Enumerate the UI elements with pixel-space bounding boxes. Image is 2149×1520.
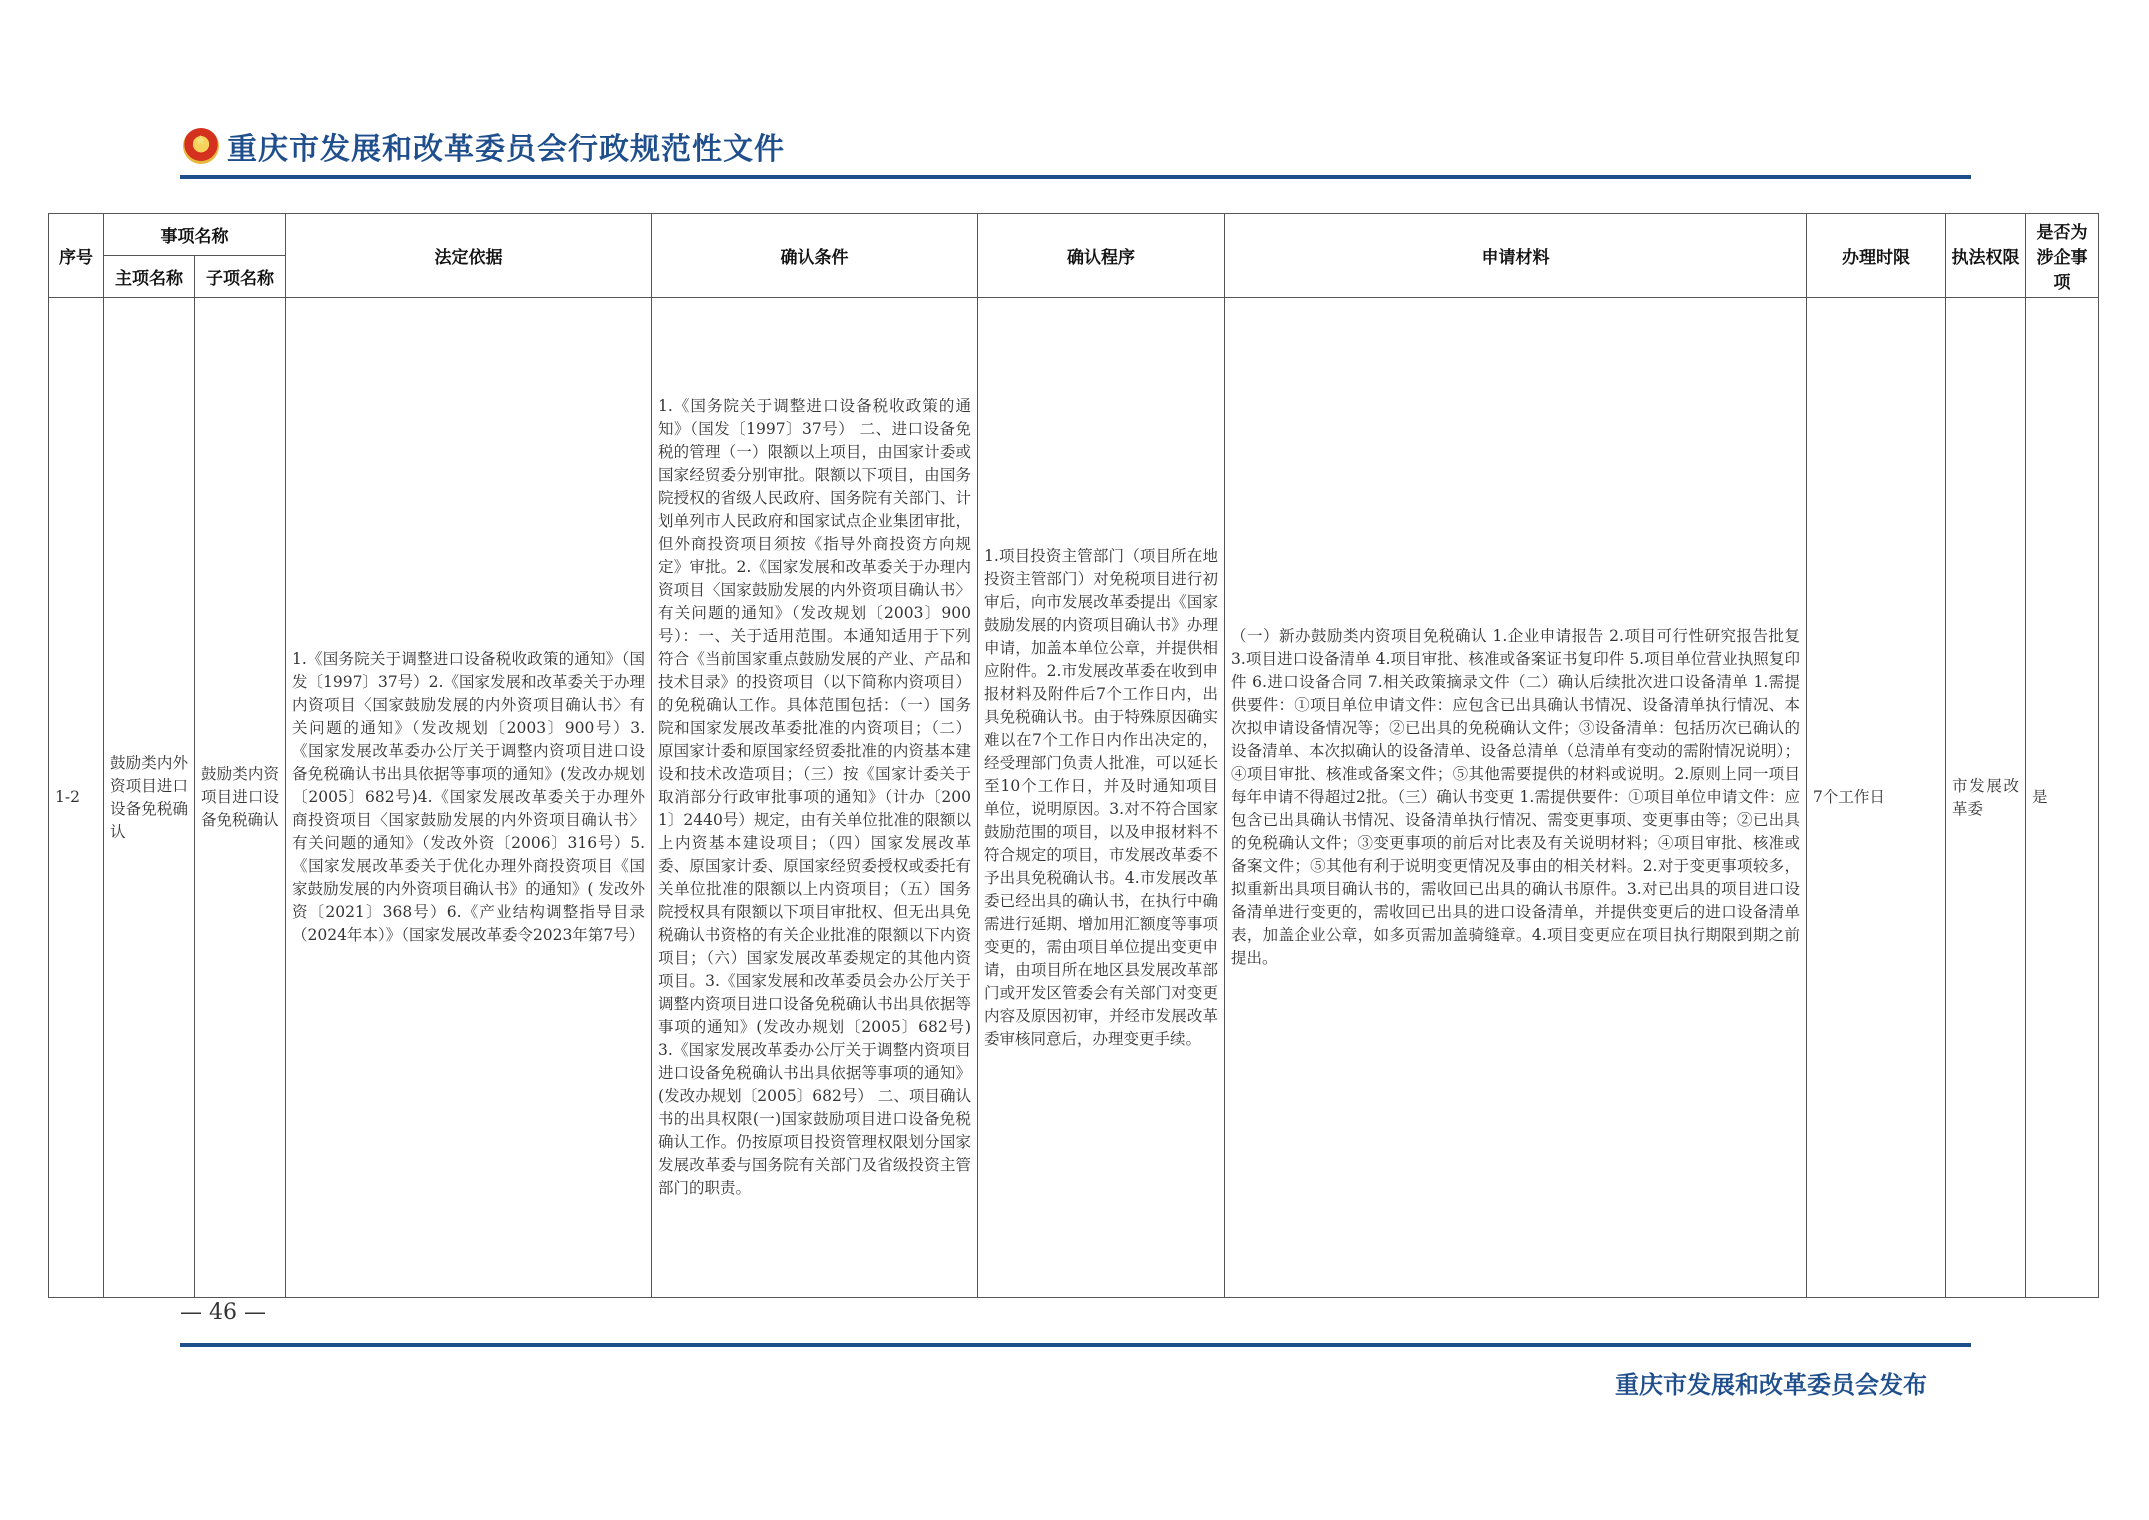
cell-enterprise: 是	[2026, 298, 2099, 1298]
header-authority: 执法权限	[1946, 214, 2026, 298]
cell-materials: （一）新办鼓励类内资项目免税确认 1.企业申请报告 2.项目可行性研究报告批复 3.项目进口设备清单 4.项目审批、核准或备案证书复印件 5.项目单位营业执照复印件 6.进口设备合同 7.相关政策摘录文件（二）确认后续批次进口设备清单 1.需提供要件：①项目单位申请文件：应包含已出具确认书情况、设备清单执行情况、本次拟申请设备情况等；②已出具的免税确认文件；③设备清单：包括历次已确认的设备清单、本次拟确认的设备清单、设备总清单（总清单有变动的需附情况说明）；④项目审批、核准或备案文件；⑤其他需要提供的材料或说明。2.原则上同一项目每年申请不得超过2批。（三）确认书变更 1.需提供要件：①项目单位申请文件：应包含已出具确认书情况、设备清单执行情况、需变更事项、变更事由等；②已出具的免税确认文件；③变更事项的前后对比表及有关说明材料；④项目审批、核准或备案文件；⑤其他有利于说明变更情况及事由的相关材料。2.对于变更事项较多，拟重新出具项目确认书的，需收回已出具的确认书原件。3.对已出具的项目进口设备清单进行变更的，需收回已出具的进口设备清单，并提供变更后的进口设备清单表，加盖企业公章，如多页需加盖骑缝章。4.项目变更应在项目执行期限到期之前提出。	[1225, 298, 1807, 1298]
footer-divider	[180, 1343, 1971, 1347]
header-enterprise: 是否为涉企事项	[2026, 214, 2099, 298]
header-conditions: 确认条件	[652, 214, 978, 298]
header-item-name: 事项名称	[104, 214, 286, 256]
header-title: 重庆市发展和改革委员会行政规范性文件	[227, 132, 785, 167]
header-main-item: 主项名称	[104, 256, 195, 298]
header-seq: 序号	[49, 214, 104, 298]
table-row	[49, 298, 2099, 1298]
cell-conditions: 1.《国务院关于调整进口设备税收政策的通知》（国发〔1997〕37号） 二、进口设备免税的管理（一）限额以上项目，由国家计委或国家经贸委分别审批。限额以下项目，由国务院授权的省级人民政府、国务院有关部门、计划单列市人民政府和国家试点企业集团审批，但外商投资项目须按《指导外商投资方向规定》审批。2.《国家发展和改革委关于办理内资项目〈国家鼓励发展的内外资项目确认书〉有关问题的通知》（发改规划〔2003〕900号）：一、关于适用范围。本通知适用于下列符合《当前国家重点鼓励发展的产业、产品和技术目录》的投资项目（以下简称内资项目）的免税确认工作。具体范围包括：（一）国务院和国家发展改革委批准的内资项目；（二）原国家计委和原国家经贸委批准的内资基本建设和技术改造项目；（三）按《国家计委关于取消部分行政审批事项的通知》（计办〔2001〕2440号）规定，由有关单位批准的限额以上内资基本建设项目；（四）国家发展改革委、原国家计委、原国家经贸委授权或委托有关单位批准的限额以上内资项目；（五）国务院授权具有限额以下项目审批权、但无出具免税确认书资格的有关企业批准的限额以下内资项目；（六）国家发展改革委规定的其他内资项目。3.《国家发展和改革委员会办公厅关于调整内资项目进口设备免税确认书出具依据等事项的通知》(发改办规划〔2005〕682号) 3.《国家发展改革委办公厅关于调整内资项目进口设备免税确认书出具依据等事项的通知》(发改办规划〔2005〕682号） 二、项目确认书的出具权限(一)国家鼓励项目进口设备免税确认工作。仍按原项目投资管理权限划分国家发展改革委与国务院有关部门及省级投资主管部门的职责。	[652, 298, 978, 1298]
header-divider	[180, 175, 1971, 179]
cell-legal-basis: 1.《国务院关于调整进口设备税收政策的通知》（国发〔1997〕37号）2.《国家发展和改革委关于办理内资项目〈国家鼓励发展的内外资项目确认书〉有关问题的通知》（发改规划〔2003〕900号）3.《国家发展改革委办公厅关于调整内资项目进口设备免税确认书出具依据等事项的通知》(发改办规划〔2005〕682号)4.《国家发展改革委关于办理外商投资项目〈国家鼓励发展的内外资项目确认书〉有关问题的通知》（发改外资〔2006〕316号）5.《国家发展改革委关于优化办理外商投资项目《国家鼓励发展的内外资项目确认书》的通知》( 发改外资〔2021〕368号）6.《产业结构调整指导目录（2024年本）》（国家发展改革委令2023年第7号）	[286, 298, 652, 1298]
cell-seq: 1-2	[49, 298, 104, 1298]
cell-sub-item: 鼓励类内资项目进口设备免税确认	[195, 298, 286, 1298]
publisher-label: 重庆市发展和改革委员会发布	[1615, 1371, 1927, 1399]
cell-time-limit: 7个工作日	[1807, 298, 1946, 1298]
header-legal-basis: 法定依据	[286, 214, 652, 298]
header-time-limit: 办理时限	[1807, 214, 1946, 298]
page-number: — 46 —	[180, 1300, 266, 1325]
cell-authority: 市发展改革委	[1946, 298, 2026, 1298]
national-emblem-icon	[183, 128, 219, 164]
header-procedure: 确认程序	[978, 214, 1225, 298]
matters-table	[48, 213, 2099, 1298]
header-materials: 申请材料	[1225, 214, 1807, 298]
cell-main-item: 鼓励类内外资项目进口设备免税确认	[104, 298, 195, 1298]
cell-procedure: 1.项目投资主管部门（项目所在地投资主管部门）对免税项目进行初审后，向市发展改革委提出《国家鼓励发展的内资项目确认书》办理申请，加盖本单位公章，并提供相应附件。2.市发展改革委在收到申报材料及附件后7个工作日内，出具免税确认书。由于特殊原因确实难以在7个工作日内作出决定的，经受理部门负责人批准，可以延长至10个工作日，并及时通知项目单位，说明原因。3.对不符合国家鼓励范围的项目，以及申报材料不符合规定的项目，市发展改革委不予出具免税确认书。4.市发展改革委已经出具的确认书，在执行中确需进行延期、增加用汇额度等事项变更的，需由项目单位提出变更申请，由项目所在地区县发展改革部门或开发区管委会有关部门对变更内容及原因初审，并经市发展改革委审核同意后，办理变更手续。	[978, 298, 1225, 1298]
document-header	[183, 124, 785, 168]
header-sub-item: 子项名称	[195, 256, 286, 298]
